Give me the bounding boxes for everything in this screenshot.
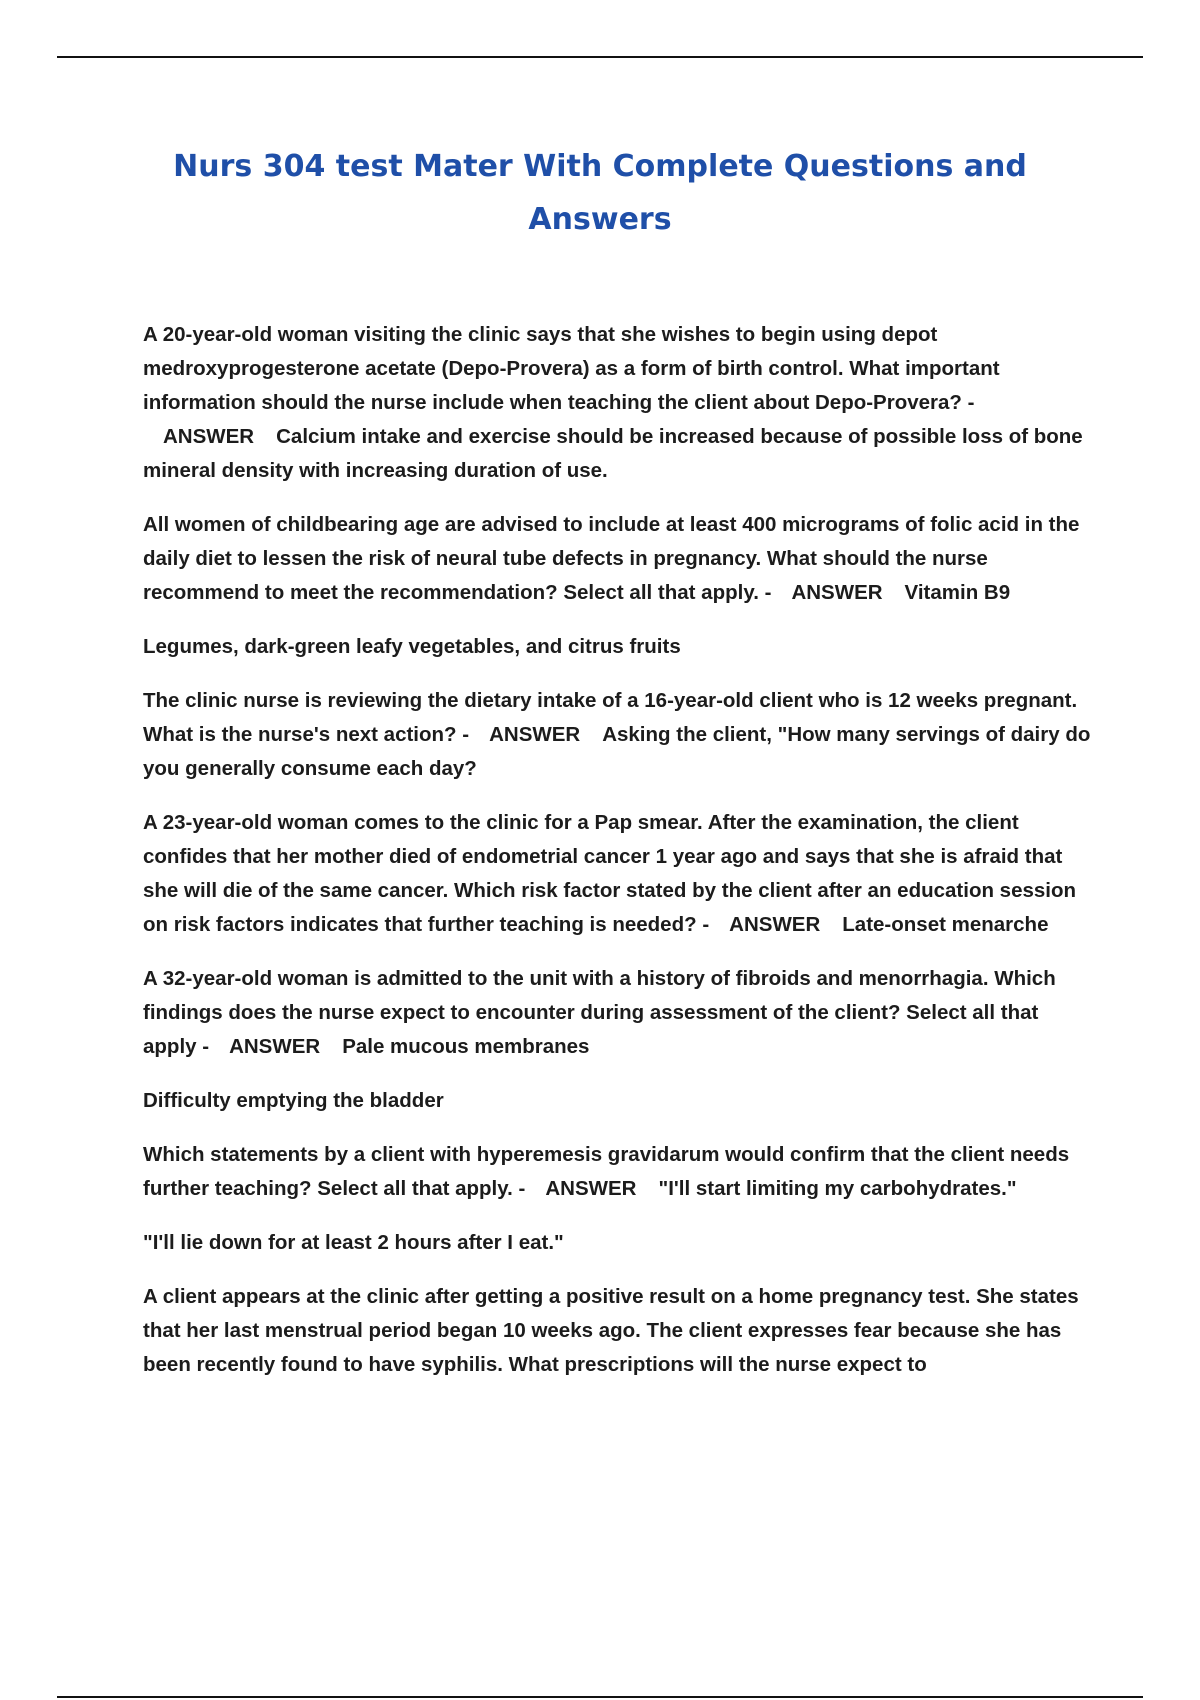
answer-text: Calcium intake and exercise should be increased because of possible loss of bone mineral density with increasing duration of use.	[143, 425, 1083, 482]
bottom-divider	[57, 1696, 1143, 1698]
qa-item	[143, 318, 1093, 488]
question-text: A 32-year-old woman is admitted to the unit with a history of fibroids and menorrhagia. Which findings does the nurse expect to encounter during assessment of the client? Select all that apply -	[143, 967, 1056, 1058]
question-text: A 23-year-old woman comes to the clinic for a Pap smear. After the examination, the client confides that her mother died of endometrial cancer 1 year ago and says that she is afraid that she will die of the same cancer. Which risk factor stated by the client after an education session on risk factors indicates that further teaching is needed? -	[143, 811, 1077, 936]
answer-text: "I'll start limiting my carbohydrates."	[658, 1177, 1017, 1200]
qa-item	[143, 962, 1093, 1064]
question-text: A 20-year-old woman visiting the clinic says that she wishes to begin using depot medroxyprogesterone acetate (Depo-Provera) as a form of birth control. What important information should the nurse include when teaching the client about Depo-Provera? -	[143, 323, 1000, 414]
answer-label: ANSWER	[791, 581, 883, 604]
answer-text: Pale mucous membranes	[342, 1035, 590, 1058]
question-text: A client appears at the clinic after getting a positive result on a home pregnancy test. She states that her last menstrual period began 10 weeks ago. The client expresses fear because she has been recently found to have syphilis. What prescriptions will the nurse expect to	[143, 1285, 1079, 1376]
question-text: All women of childbearing age are advised to include at least 400 micrograms of folic acid in the daily diet to lessen the risk of neural tube defects in pregnancy. What should the nurse recommend to meet the recommendation? Select all that apply. -	[143, 513, 1080, 604]
question-text: The clinic nurse is reviewing the dietary intake of a 16-year-old client who is 12 weeks pregnant. What is the nurse's next action? -	[143, 689, 1078, 746]
qa-item	[143, 684, 1093, 786]
qa-list	[143, 318, 1093, 1402]
qa-item	[143, 1280, 1093, 1382]
answer-label: ANSWER	[163, 425, 255, 448]
answer-text: Asking the client, "How many servings of dairy do you generally consume each day?	[143, 723, 1091, 780]
qa-item	[143, 508, 1093, 610]
qa-item	[143, 806, 1093, 942]
answer-label: ANSWER	[489, 723, 581, 746]
qa-item	[143, 1138, 1093, 1206]
answer-text: Late-onset menarche	[842, 913, 1049, 936]
answer-continuation: "I'll lie down for at least 2 hours after I eat."	[143, 1231, 564, 1254]
question-text: Which statements by a client with hyperemesis gravidarum would confirm that the client needs further teaching? Select all that apply. -	[143, 1143, 1070, 1200]
answer-label: ANSWER	[545, 1177, 637, 1200]
answer-label: ANSWER	[229, 1035, 321, 1058]
answer-continuation: Difficulty emptying the bladder	[143, 1089, 444, 1112]
answer-label: ANSWER	[729, 913, 821, 936]
top-divider	[57, 56, 1143, 58]
answer-text: Vitamin B9	[904, 581, 1011, 604]
answer-continuation: Legumes, dark-green leafy vegetables, and citrus fruits	[143, 635, 681, 658]
document-title: Nurs 304 test Mater With Complete Questions and Answers	[173, 149, 1027, 237]
